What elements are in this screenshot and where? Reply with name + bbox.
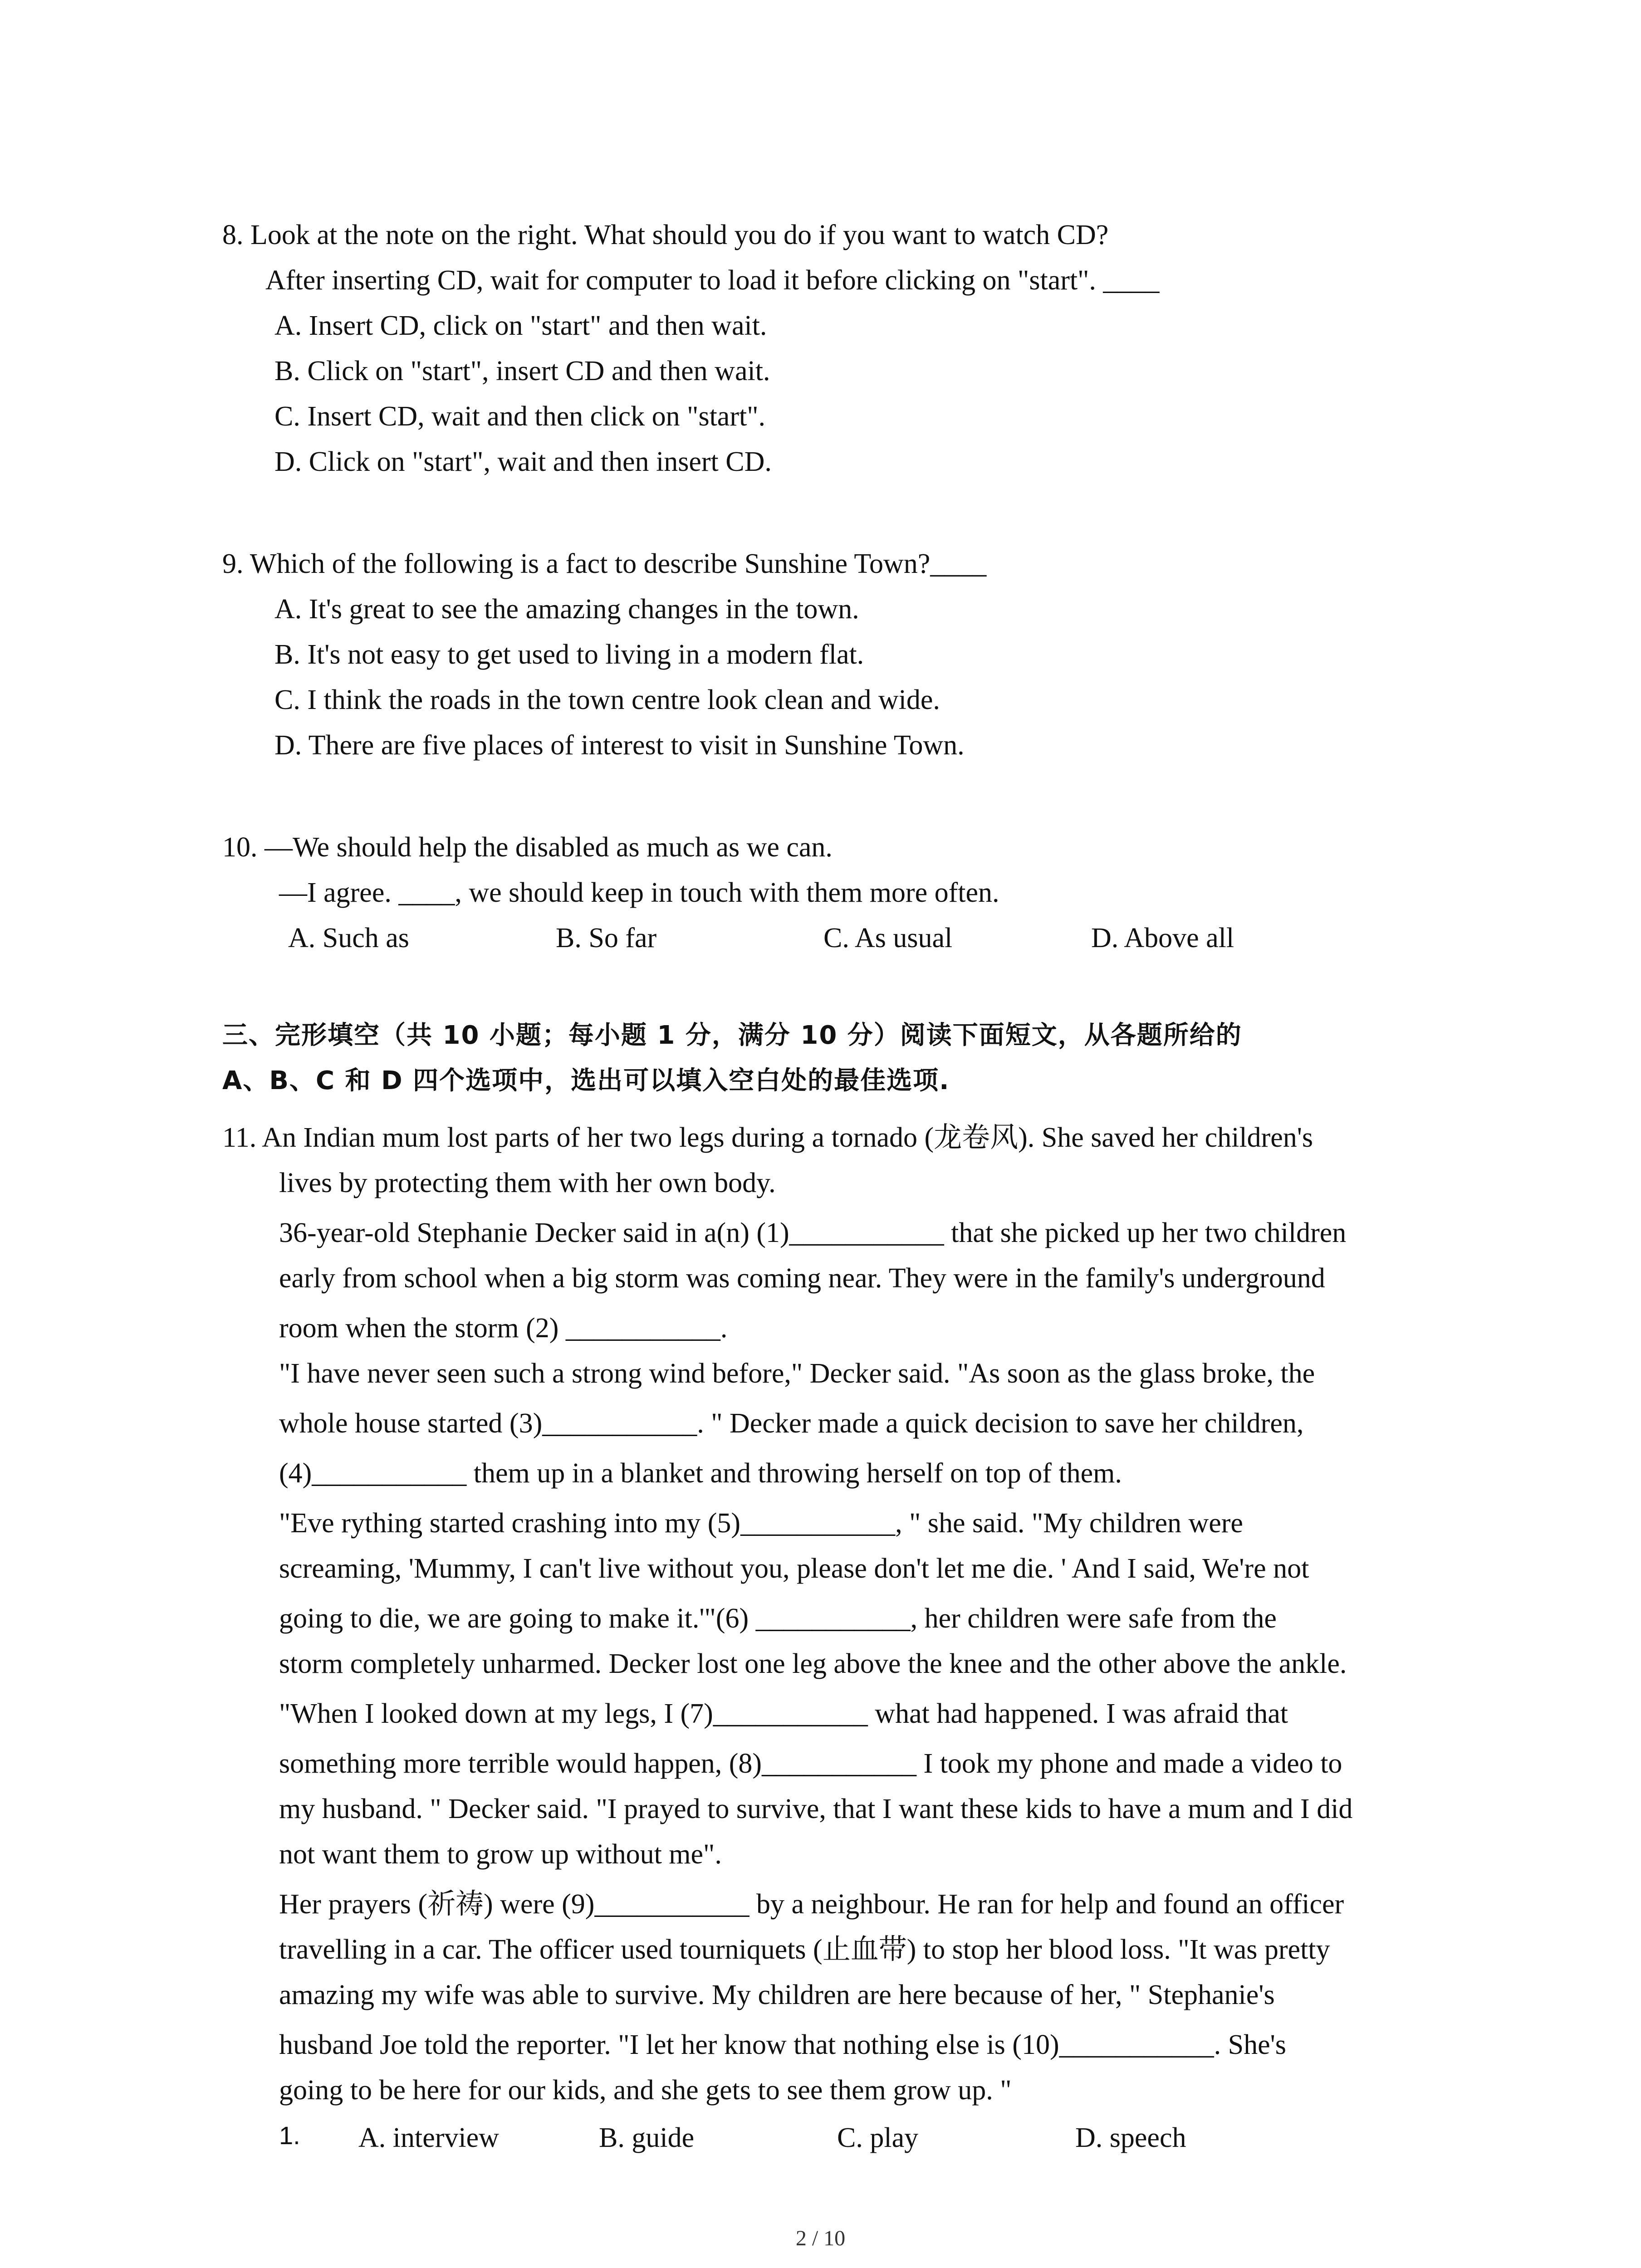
passage-line: early from school when a big storm was coming near. They were in the family's underground [279,1263,1325,1294]
q8-stem: 8. Look at the note on the right. What should you do if you want to watch CD? [222,220,1109,250]
passage-line: screaming, 'Mummy, I can't live without you, please don't let me die. ' And I said, We're not [279,1553,1309,1584]
section-heading: 三、完形填空（共 10 小题；每小题 1 分，满分 10 分）阅读下面短文，从各题所给的 [222,1021,1242,1050]
passage-line: 36-year-old Stephanie Decker said in a(n) (1)___________ that she picked up her two children [279,1217,1347,1248]
passage-line: "I have never seen such a strong wind before," Decker said. "As soon as the glass broke, the [279,1358,1315,1389]
passage-line: "Eve rything started crashing into my (5)___________, " she said. "My children were [279,1508,1243,1539]
q8-option-d: D. Click on "start", wait and then insert CD. [274,446,772,477]
passage-line: going to be here for our kids, and she gets to see them grow up. " [279,2075,1012,2106]
q9-option-c: C. I think the roads in the town centre look clean and wide. [274,684,940,715]
passage-line: whole house started (3)___________. " Decker made a quick decision to save her children, [279,1408,1304,1439]
passage-line: husband Joe told the reporter. "I let her know that nothing else is (10)___________. She's [279,2029,1286,2060]
q8-option-a: A. Insert CD, click on "start" and then wait. [274,310,767,341]
q10-option-c: C. As usual [823,923,953,953]
section-heading-line2: A、B、C 和 D 四个选项中，选出可以填入空白处的最佳选项. [222,1066,950,1095]
passage-line: not want them to grow up without me". [279,1839,722,1870]
passage-line: "When I looked down at my legs, I (7)___________ what had happened. I was afraid that [279,1698,1288,1729]
passage-line: going to die, we are going to make it.'"(6) ___________, her children were safe from the [279,1603,1277,1634]
q9-option-a: A. It's great to see the amazing changes in the town. [274,594,859,625]
passage-line: storm completely unharmed. Decker lost one leg above the knee and the other above the ankle. [279,1648,1347,1679]
q10-stem-line2: —I agree. ____, we should keep in touch with them more often. [279,877,999,908]
passage-line: amazing my wife was able to survive. My children are here because of her, " Stephanie's [279,1980,1275,2010]
passage-line: Her prayers (祈祷) were (9)___________ by a neighbour. He ran for help and found an officer [279,1889,1344,1920]
q10-option-a: A. Such as [288,923,409,953]
passage-line: my husband. " Decker said. "I prayed to survive, that I want these kids to have a mum and I did [279,1794,1353,1824]
page-number: 2 / 10 [795,2226,846,2250]
sub1-option-b: B. guide [599,2122,695,2153]
q8-stem-line2: After inserting CD, wait for computer to load it before clicking on "start". ____ [265,265,1160,296]
passage-line: travelling in a car. The officer used tourniquets (止血带) to stop her blood loss. "It was pretty [279,1934,1330,1965]
sub-question-number: 1. [279,2121,300,2150]
q9-stem: 9. Which of the following is a fact to describe Sunshine Town?____ [222,548,987,579]
passage-line: (4)___________ them up in a blanket and throwing herself on top of them. [279,1458,1122,1489]
q9-option-b: B. It's not easy to get used to living in a modern flat. [274,639,864,670]
q10-stem: 10. —We should help the disabled as much as we can. [222,832,833,863]
passage-line: lives by protecting them with her own body. [279,1168,776,1198]
q9-option-d: D. There are five places of interest to visit in Sunshine Town. [274,730,965,761]
sub1-option-c: C. play [837,2122,919,2153]
passage-line: 11. An Indian mum lost parts of her two legs during a tornado (龙卷风). She saved her children's [222,1122,1313,1153]
passage-line: room when the storm (2) ___________. [279,1313,728,1344]
q8-option-c: C. Insert CD, wait and then click on "start". [274,401,766,432]
q10-option-b: B. So far [556,923,657,953]
q8-option-b: B. Click on "start", insert CD and then wait. [274,356,770,386]
sub1-option-a: A. interview [358,2122,499,2153]
sub1-option-d: D. speech [1075,2122,1186,2153]
q10-option-d: D. Above all [1091,923,1234,953]
passage-line: something more terrible would happen, (8)___________ I took my phone and made a video to [279,1748,1342,1779]
